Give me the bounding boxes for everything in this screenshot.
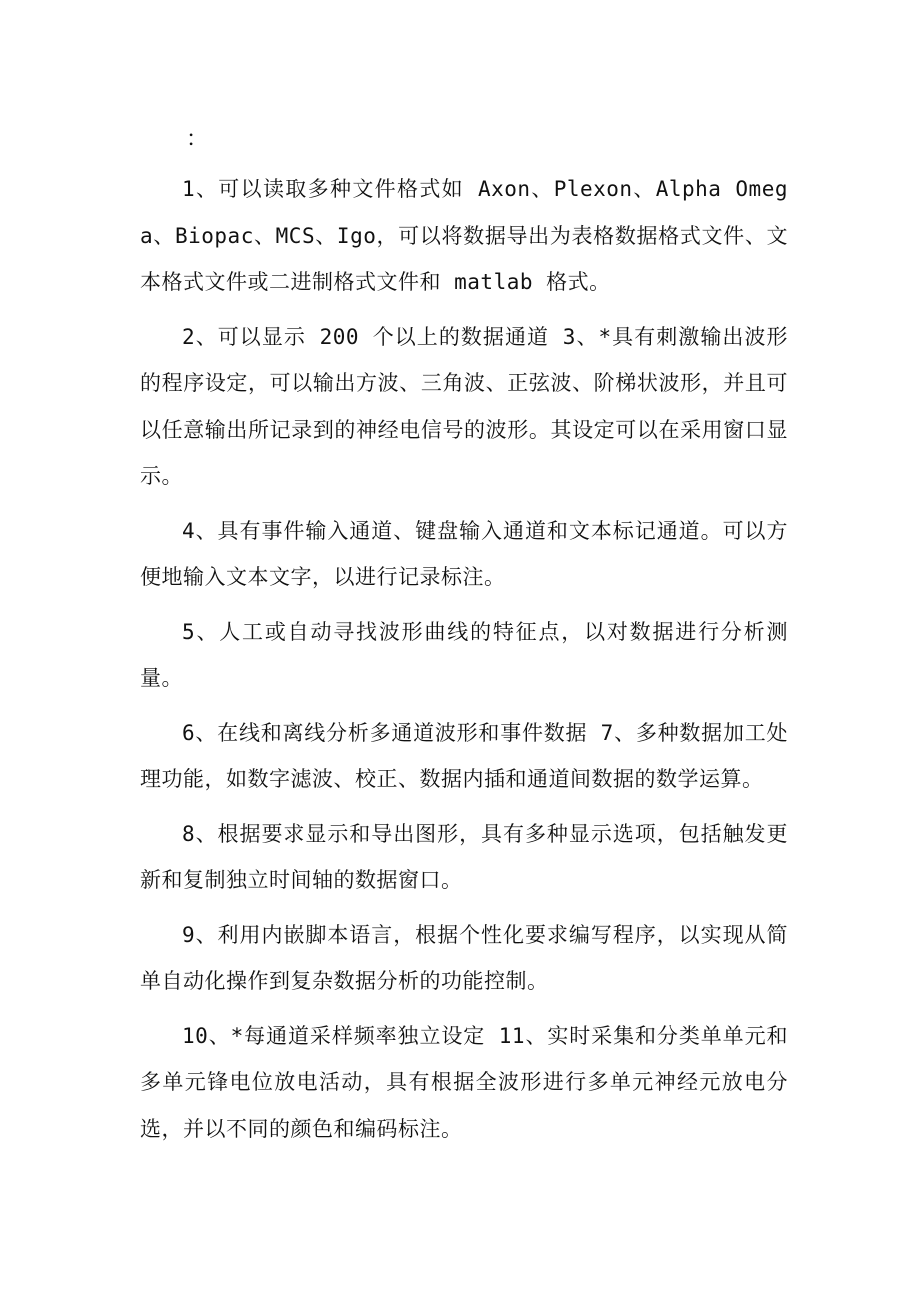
- paragraph-6: 8、根据要求显示和导出图形，具有多种显示选项，包括触发更新和复制独立时间轴的数据窗口。: [140, 821, 788, 892]
- paragraph-7: 9、利用内嵌脚本语言，根据个性化要求编写程序，以实现从简单自动化操作到复杂数据分析的功能控制。: [140, 922, 788, 993]
- paragraph-2: 2、可以显示 200 个以上的数据通道 3、*具有刺激输出波形的程序设定，可以输出方波、三角波、正弦波、阶梯状波形，并且可以任意输出所记录到的神经电信号的波形。其设定可以在采用窗口显示。: [140, 324, 788, 488]
- paragraph-4: 5、人工或自动寻找波形曲线的特征点，以对数据进行分析测量。: [140, 619, 788, 690]
- paragraph-3: 4、具有事件输入通道、键盘输入通道和文本标记通道。可以方便地输入文本文字，以进行记录标注。: [140, 518, 788, 589]
- paragraph-8: 10、*每通道采样频率独立设定 11、实时采集和分类单单元和多单元锋电位放电活动，具有根据全波形进行多单元神经元放电分选，并以不同的颜色和编码标注。: [140, 1023, 788, 1141]
- paragraph-1: 1、可以读取多种文件格式如 Axon、Plexon、Alpha Omega、Biopac、MCS、Igo，可以将数据导出为表格数据格式文件、文本格式文件或二进制格式文件和 matlab 格式。: [140, 177, 788, 294]
- paragraph-5: 6、在线和离线分析多通道波形和事件数据 7、多种数据加工处理功能，如数字滤波、校正、数据内插和通道间数据的数学运算。: [140, 720, 788, 791]
- document-body: [140, 166, 788, 1160]
- leading-colon: ：: [186, 127, 209, 152]
